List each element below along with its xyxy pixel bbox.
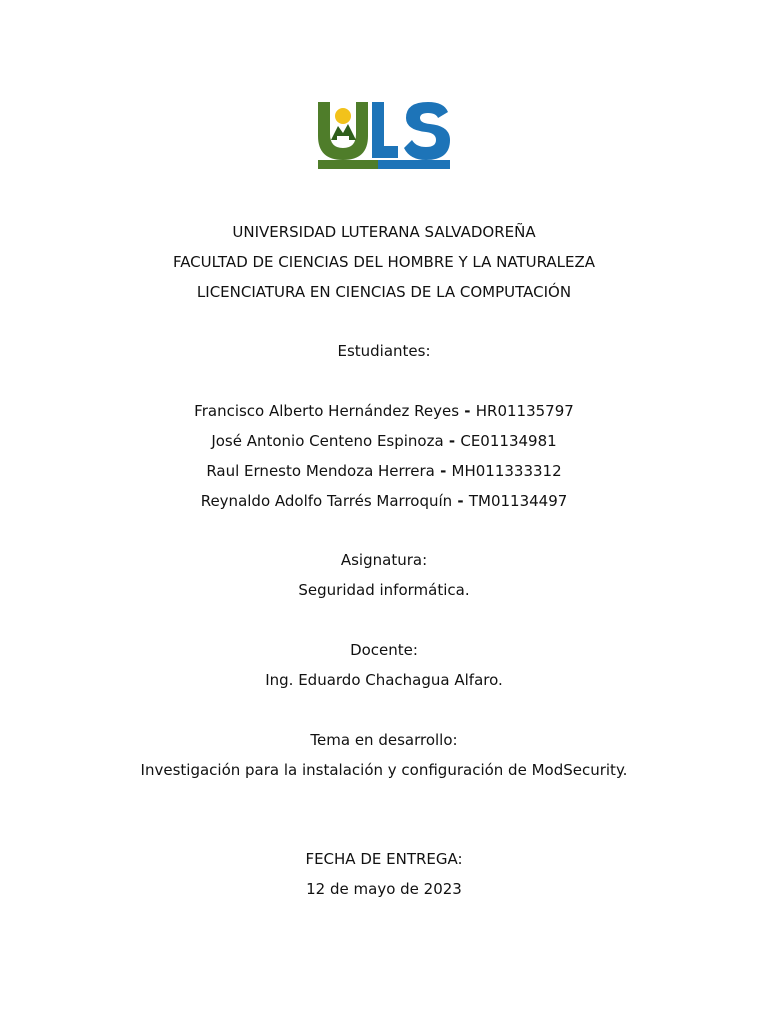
university-logo xyxy=(316,100,452,170)
student-id: CE01134981 xyxy=(460,432,557,450)
student-separator: - xyxy=(443,432,461,450)
student-row xyxy=(0,461,768,481)
student-name: Reynaldo Adolfo Tarrés Marroquín xyxy=(200,492,453,510)
student-id: HR01135797 xyxy=(475,402,574,420)
faculty-title: FACULTAD DE CIENCIAS DEL HOMBRE Y LA NATURALEZA xyxy=(172,253,596,271)
student-name: José Antonio Centeno Espinoza xyxy=(211,432,444,450)
student-separator: - xyxy=(434,462,452,480)
students-label: Estudiantes: xyxy=(337,342,431,360)
student-separator: - xyxy=(452,492,469,510)
student-name: Raul Ernesto Mendoza Herrera xyxy=(206,462,435,480)
degree-title: LICENCIATURA EN CIENCIAS DE LA COMPUTACIÓN xyxy=(196,283,572,301)
topic-value: Investigación para la instalación y configuración de ModSecurity. xyxy=(140,761,628,779)
subject-label: Asignatura: xyxy=(340,551,428,569)
topic-label: Tema en desarrollo: xyxy=(310,731,458,749)
student-row xyxy=(0,491,768,511)
delivery-label: FECHA DE ENTREGA: xyxy=(305,850,463,868)
student-name: Francisco Alberto Hernández Reyes xyxy=(194,402,460,420)
university-title: UNIVERSIDAD LUTERANA SALVADOREÑA xyxy=(232,223,536,241)
student-separator: - xyxy=(459,402,476,420)
delivery-date: 12 de mayo de 2023 xyxy=(306,880,462,898)
teacher-value: Ing. Eduardo Chachagua Alfaro. xyxy=(265,671,503,689)
subject-value: Seguridad informática. xyxy=(298,581,470,599)
student-row xyxy=(0,401,768,421)
uls-logo-icon xyxy=(316,100,452,170)
teacher-label: Docente: xyxy=(350,641,418,659)
student-id: TM01134497 xyxy=(468,492,568,510)
student-row xyxy=(0,431,768,451)
student-id: MH011333312 xyxy=(451,462,562,480)
